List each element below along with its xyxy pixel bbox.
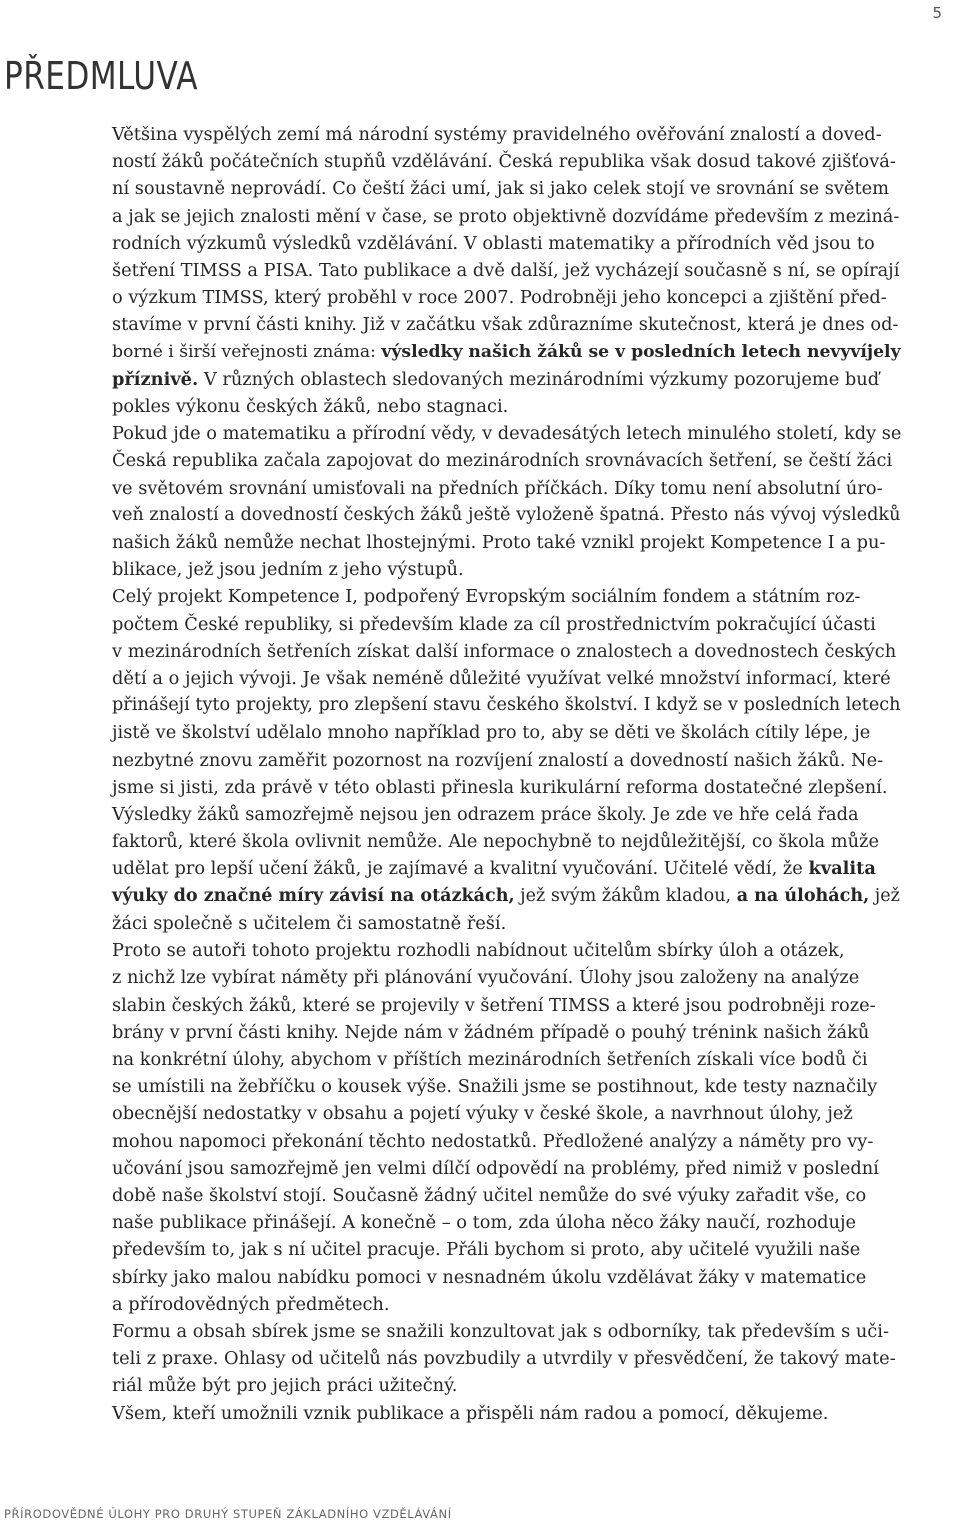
text-line xyxy=(112,992,904,1019)
text-segment: naše publikace přinášejí. A konečně – o tom, zda úloha něco žáky naučí, rozhoduje xyxy=(112,1212,857,1234)
text-segment: přinášejí tyto projekty, pro zlepšení stavu českého školství. I když se v posledních letech xyxy=(112,695,901,716)
text-segment: Proto se autoři tohoto projektu rozhodli nabídnout učitelům sbírky úloh a otázek, xyxy=(112,940,845,962)
text-segment: obecnější nedostatky v obsahu a pojetí výuky v české škole, a navrhnout úlohy, jež xyxy=(112,1103,853,1125)
text-segment: rodních výzkumů výsledků vzdělávání. V oblasti matematiky a přírodních věd jsou to xyxy=(112,232,875,254)
text-line xyxy=(112,175,904,202)
text-line xyxy=(112,1318,904,1345)
text-segment: a přírodovědných předmětech. xyxy=(112,1293,390,1315)
text-line xyxy=(112,1372,904,1399)
text-line xyxy=(112,257,904,284)
text-segment: z nichž lze vybírat náměty při plánování vyučování. Úlohy jsou založeny na analýze xyxy=(112,967,860,989)
text-line xyxy=(112,1155,904,1182)
text-segment: jsme si jisti, zda právě v této oblasti přinesla kurikulární reforma dostatečné zlepšení. xyxy=(112,776,888,798)
text-segment: slabin českých žáků, které se projevily v šetření TIMSS a které jsou podrobněji roze- xyxy=(112,994,876,1016)
text-line xyxy=(112,1046,904,1073)
text-segment: jistě ve školství udělalo mnoho například pro to, aby se děti ve školách cítily lépe, je xyxy=(112,722,871,744)
text-segment: jež svým žákům kladou, xyxy=(514,885,737,906)
text-segment: ností žáků počátečních stupňů vzdělávání. Česká republika však dosud takové zjišťová- xyxy=(112,151,896,173)
bold-text: výsledky našich žáků se v posledních letech nevyvíjely xyxy=(381,341,901,362)
text-line xyxy=(112,311,904,338)
text-line xyxy=(112,1264,904,1291)
text-line xyxy=(112,203,904,230)
text-segment: počtem České republiky, si především klade za cíl prostřednictvím pokračující účasti xyxy=(112,613,876,635)
text-line xyxy=(112,692,904,719)
body-text xyxy=(112,121,904,1427)
text-line xyxy=(112,828,904,855)
text-line xyxy=(112,121,904,148)
text-line xyxy=(112,774,904,801)
text-line xyxy=(112,1073,904,1100)
text-line xyxy=(112,910,904,937)
text-segment: Výsledky žáků samozřejmě nejsou jen odrazem práce školy. Je zde ve hře celá řada xyxy=(112,804,859,826)
text-segment: faktorů, které škola ovlivnit nemůže. Ale nepochybně to nejdůležitější, co škola může xyxy=(112,831,879,853)
text-segment: ní soustavně neprovádí. Co čeští žáci umí, jak si jako celek stojí ve srovnání se světem xyxy=(112,178,889,200)
text-line xyxy=(112,502,904,529)
text-line xyxy=(112,475,904,502)
text-segment: mohou napomoci překonání těchto nedostatků. Předložené analýzy a náměty pro vy- xyxy=(112,1130,874,1152)
text-segment: době naše školství stojí. Současně žádný učitel nemůže do své výuky zařadit vše, co xyxy=(112,1184,867,1206)
text-segment: našich žáků nemůže nechat lhostejnými. Proto také vznikl projekt Kompetence I a pu- xyxy=(112,532,886,554)
text-line xyxy=(112,883,904,910)
text-line xyxy=(112,801,904,828)
text-line xyxy=(112,1019,904,1046)
text-line xyxy=(112,529,904,556)
text-segment: udělat pro lepší učení žáků, je zajímavé a kvalitní vyučování. Učitelé vědí, že xyxy=(112,858,809,880)
footer-running-title: PŘÍRODOVĚDNÉ ÚLOHY PRO DRUHÝ STUPEŇ ZÁKLADNÍHO VZDĚLÁVÁNÍ xyxy=(4,1507,452,1521)
text-segment: především to, jak s ní učitel pracuje. Přáli bychom si proto, aby učitelé využili naše xyxy=(112,1239,861,1261)
text-line xyxy=(112,719,904,746)
text-segment: na konkrétní úlohy, abychom v příštích mezinárodních šetřeních získali více bodů či xyxy=(112,1048,868,1070)
text-line xyxy=(112,393,904,420)
text-segment: Pokud jde o matematiku a přírodní vědy, v devadesátých letech minulého století, kdy se xyxy=(112,423,902,445)
text-line xyxy=(112,1128,904,1155)
text-line xyxy=(112,230,904,257)
bold-text: výuky do značné míry závisí na otázkách, xyxy=(112,885,515,906)
text-segment: Celý projekt Kompetence I, podpořený Evropským sociálním fondem a státním roz- xyxy=(112,586,861,608)
text-segment: dětí a o jejich vývoji. Je však neméně důležité využívat velké množství informací, které xyxy=(112,668,891,690)
text-segment: a jak se jejich znalosti mění v čase, se proto objektivně dozvídáme především z meziná- xyxy=(112,205,900,227)
text-line xyxy=(112,1182,904,1209)
text-line xyxy=(112,339,904,366)
text-segment: sbírky jako malou nabídku pomoci v nesnadném úkolu vzdělávat žáky v matematice xyxy=(112,1266,867,1288)
text-line xyxy=(112,366,904,393)
text-line xyxy=(112,1291,904,1318)
text-line xyxy=(112,964,904,991)
text-line xyxy=(112,447,904,474)
text-segment: riál může být pro jejich práci užitečný. xyxy=(112,1375,458,1397)
text-segment: o výzkum TIMSS, který proběhl v roce 2007. Podrobněji jeho koncepci a zjištění před- xyxy=(112,287,887,309)
text-segment: žáci společně s učitelem či samostatně řeší. xyxy=(112,912,507,934)
text-line xyxy=(112,1209,904,1236)
text-segment: stavíme v první části knihy. Již v začátku však zdůrazníme skutečnost, která je dnes od- xyxy=(112,314,899,336)
text-line xyxy=(112,1345,904,1372)
text-segment: jež xyxy=(869,885,900,906)
text-segment: brány v první části knihy. Nejde nám v žádném případě o pouhý trénink našich žáků xyxy=(112,1021,870,1043)
text-segment: pokles výkonu českých žáků, nebo stagnaci. xyxy=(112,396,509,418)
text-line xyxy=(112,1100,904,1127)
bold-text: příznivě. xyxy=(112,368,199,390)
text-segment: blikace, jež jsou jedním z jeho výstupů. xyxy=(112,559,464,581)
text-segment: Všem, kteří umožnili vznik publikace a přispěli nám radou a pomocí, děkujeme. xyxy=(112,1402,829,1424)
text-line xyxy=(112,747,904,774)
text-line xyxy=(112,611,904,638)
text-line xyxy=(112,556,904,583)
text-segment: Většina vyspělých zemí má národní systémy pravidelného ověřování znalostí a doved- xyxy=(112,124,882,145)
text-segment: se umístili na žebříčku o kousek výše. Snažili jsme se postihnout, kde testy naznačily xyxy=(112,1076,878,1098)
text-line xyxy=(112,638,904,665)
text-line xyxy=(112,855,904,882)
text-line xyxy=(112,1236,904,1263)
text-segment: V různých oblastech sledovaných mezinárodními výzkumy pozorujeme buď xyxy=(198,368,880,390)
text-segment: nezbytné znovu zaměřit pozornost na rozvíjení znalostí a dovedností našich žáků. Ne- xyxy=(112,749,884,771)
text-segment: teli z praxe. Ohlasy od učitelů nás povzbudily a utvrdily v přesvědčení, že takový mate- xyxy=(112,1348,896,1370)
text-line xyxy=(112,284,904,311)
text-line xyxy=(112,420,904,447)
text-segment: Česká republika začala zapojovat do mezinárodních srovnávacích šetření, se čeští žáci xyxy=(112,450,893,472)
text-line xyxy=(112,1400,904,1427)
text-segment: šetření TIMSS a PISA. Tato publikace a dvě další, jež vycházejí současně s ní, se opírají xyxy=(112,260,900,282)
text-segment: Formu a obsah sbírek jsme se snažili konzultovat jak s odborníky, tak především s uči- xyxy=(112,1320,889,1342)
text-line xyxy=(112,583,904,610)
text-segment: borné i širší veřejnosti známa: xyxy=(112,341,382,362)
page-number: 5 xyxy=(932,4,942,22)
page-title: PŘEDMLUVA xyxy=(4,54,198,98)
text-segment: učování jsou samozřejmě jen velmi dílčí odpovědí na problémy, před nimiž v poslední xyxy=(112,1157,879,1179)
text-segment: veň znalostí a dovedností českých žáků ještě vyloženě špatná. Přesto nás vývoj výsledků xyxy=(112,504,901,525)
bold-text: a na úlohách, xyxy=(736,885,870,906)
bold-text: kvalita xyxy=(808,858,876,880)
text-line xyxy=(112,665,904,692)
text-line xyxy=(112,937,904,964)
text-segment: ve světovém srovnání umisťovali na předních příčkách. Díky tomu není absolutní úro- xyxy=(112,477,883,499)
text-line xyxy=(112,148,904,175)
text-segment: v mezinárodních šetřeních získat další informace o znalostech a dovednostech českých xyxy=(112,640,897,662)
